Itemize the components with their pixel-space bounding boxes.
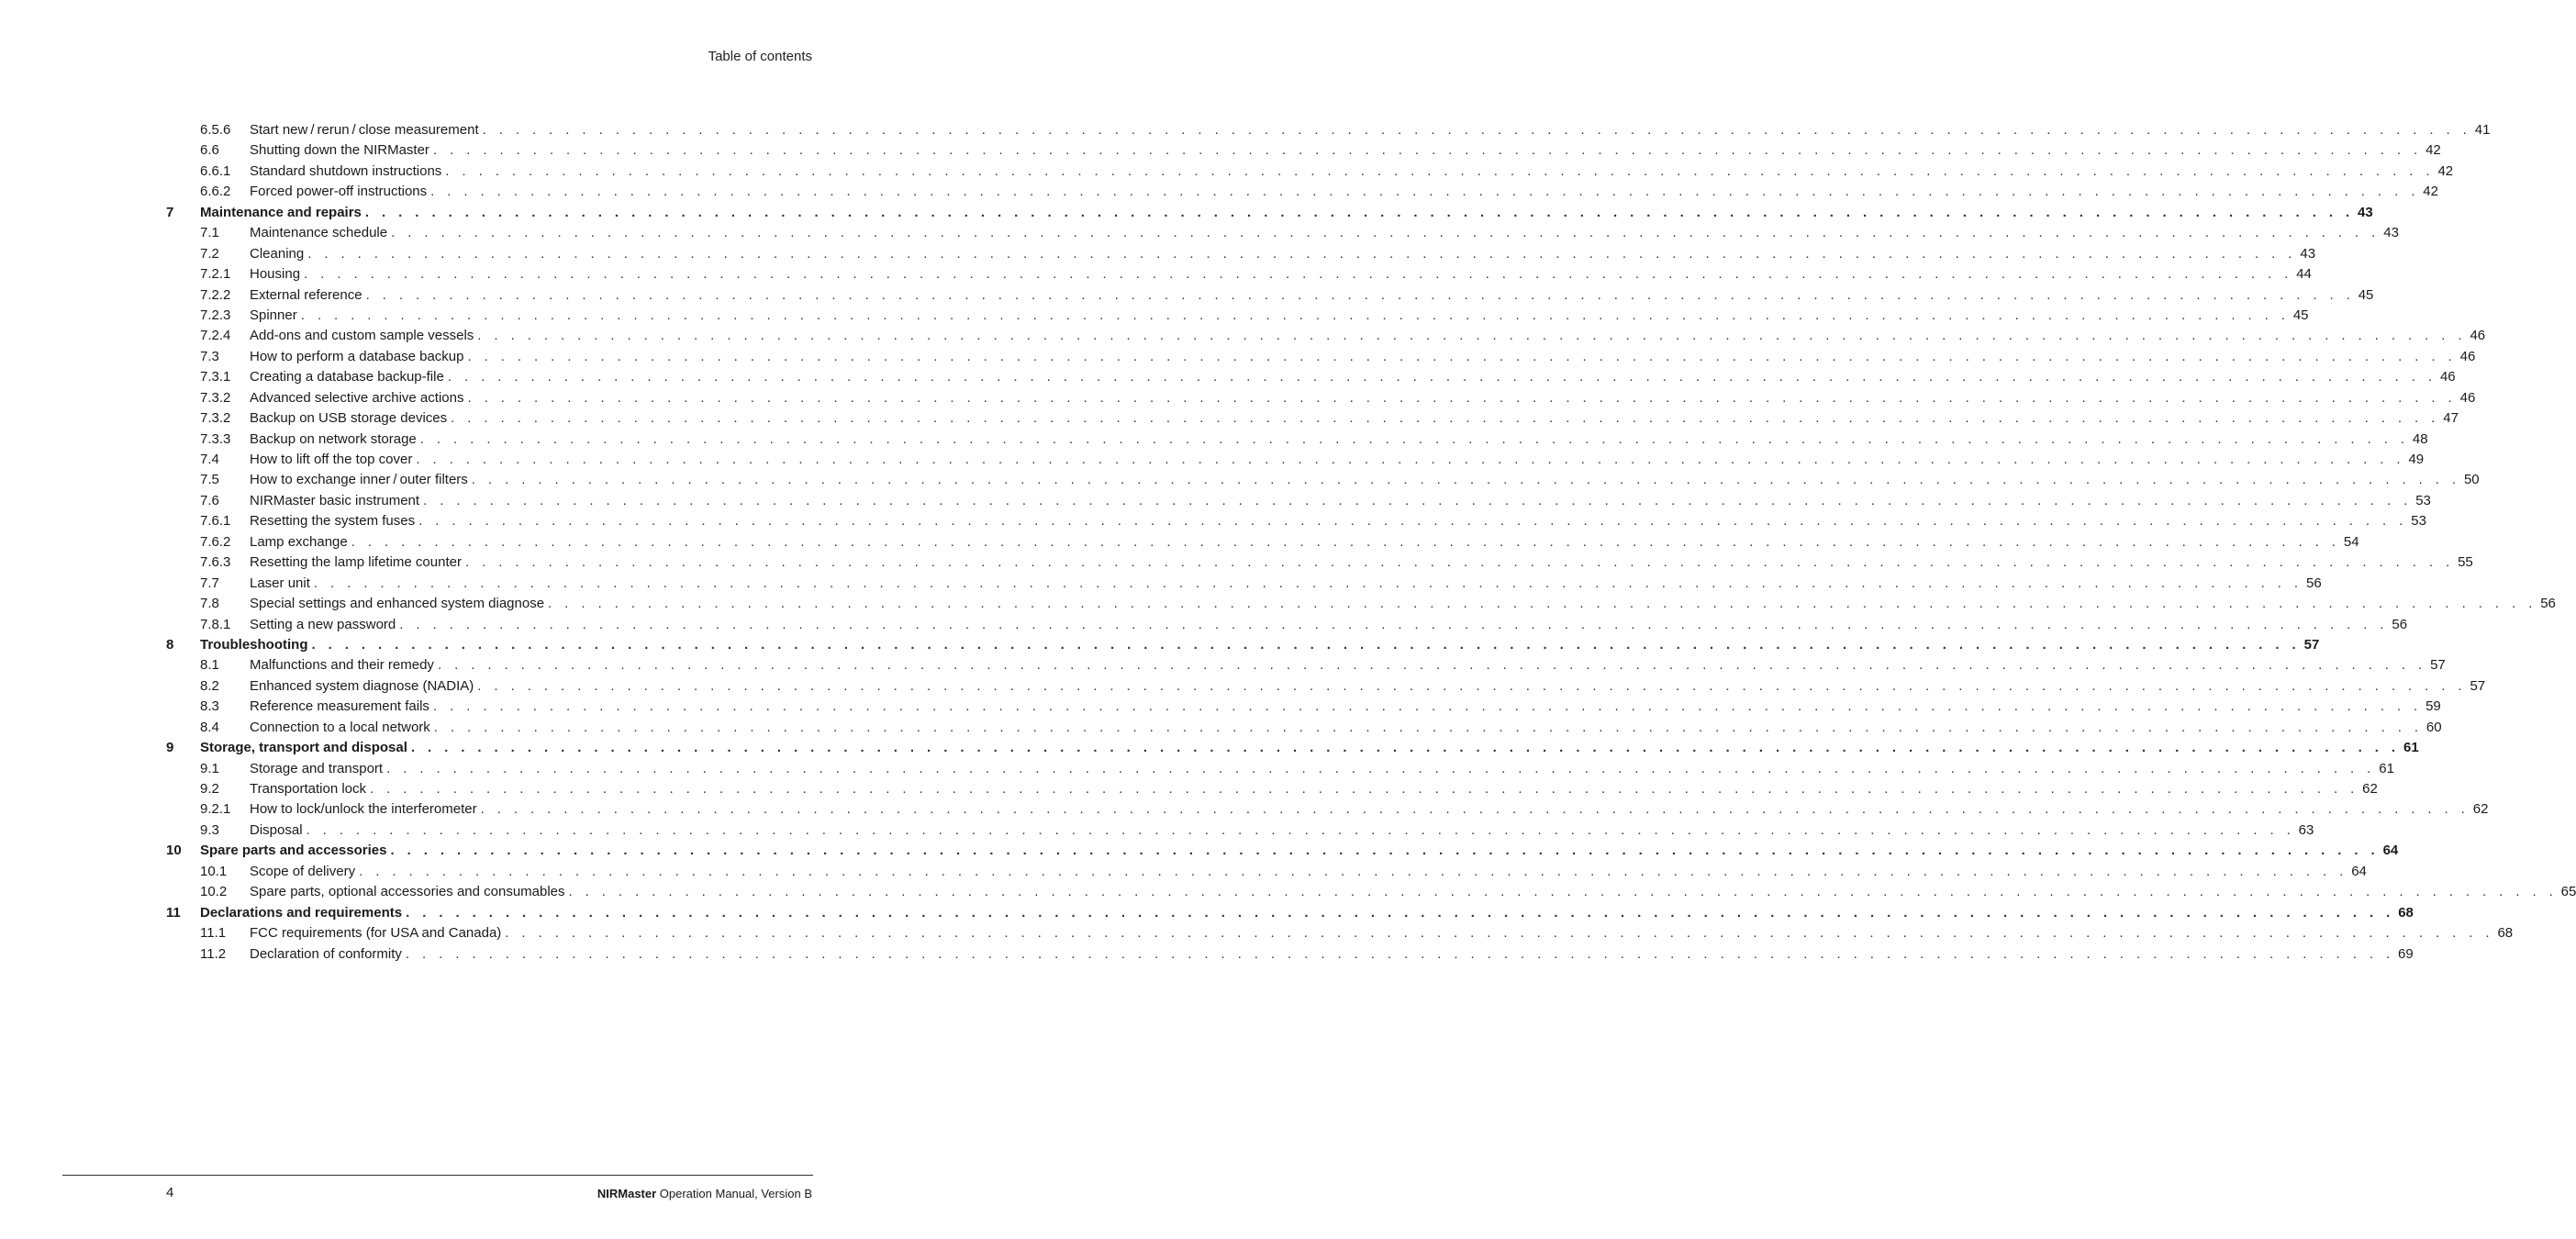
- toc-entry-number: 8.2: [200, 677, 219, 694]
- toc-entry-number: 7.6: [200, 492, 219, 508]
- toc-entry-title: Shutting down the NIRMaster: [250, 140, 433, 161]
- toc-entry-page: 65: [2558, 882, 2576, 902]
- toc-entry-title: FCC requirements (for USA and Canada): [250, 923, 505, 943]
- toc-section-entry[interactable]: [166, 594, 2556, 614]
- toc-entry-title: How to lift off the top cover: [250, 450, 416, 470]
- toc-entry-page: 43: [2354, 203, 2373, 223]
- toc-section-entry[interactable]: [166, 820, 2314, 841]
- toc-entry-page: 59: [2422, 697, 2441, 717]
- toc-dot-leader: . . . . . . . . . . . . . . . . . . . . . . . . . . . . . . . . . . . . . . . . . . . . . . . . . . . . . . . . . . . . . . . . . . . . . . . . . . . . . . . . . . . . . . . . . . . . . . . . . . . . . . . . . . . . . . . . . . . . . . . .: [430, 184, 2420, 200]
- toc-entry-title: Scope of delivery: [250, 862, 359, 882]
- toc-entry-page: 53: [2412, 491, 2431, 511]
- toc-chapter-entry[interactable]: [166, 635, 2320, 655]
- toc-entry-page: 45: [2290, 306, 2309, 326]
- toc-entry-title: Troubleshooting: [200, 635, 312, 655]
- toc-entry-number: 10: [166, 843, 182, 859]
- toc-dot-leader: . . . . . . . . . . . . . . . . . . . . . . . . . . . . . . . . . . . . . . . . . . . . . . . . . . . . . . . . . . . . . . . . . . . . . . . . . . . . . . . . . . . . . . . . . . . . . . . . . . . . . . . . . . . . . . . . . . . . . . . .: [304, 266, 2293, 283]
- toc-entry-line: [250, 470, 2480, 490]
- toc-entry-title: How to lock/unlock the interferometer: [250, 799, 481, 820]
- toc-dot-leader: . . . . . . . . . . . . . . . . . . . . . . . . . . . . . . . . . . . . . . . . . . . . . . . . . . . . . . . . . . . . . . . . . . . . . . . . . . . . . . . . . . . . . . . . . . . . . . . . . . . . . . . . . . . . . . . . . . . . . . . .: [433, 719, 2423, 735]
- toc-section-entry[interactable]: [166, 718, 2442, 738]
- toc-entry-title: Spare parts, optional accessories and consumables: [250, 882, 569, 902]
- toc-entry-title: Maintenance and repairs: [200, 203, 365, 223]
- toc-entry-page: 53: [2407, 511, 2426, 531]
- toc-entry-number: 9.1: [200, 760, 219, 776]
- toc-entry-line: [250, 450, 2425, 470]
- toc-entry-line: [250, 326, 2486, 346]
- toc-entry-number: 7.4: [200, 452, 219, 467]
- toc-entry-number: 8.4: [200, 719, 219, 735]
- toc-entry-title: Laser unit: [250, 574, 314, 594]
- toc-entry-number: 9.2: [200, 781, 219, 797]
- toc-entry-number: 11.2: [200, 945, 227, 962]
- toc-section-entry[interactable]: [166, 882, 2576, 902]
- toc-dot-leader: . . . . . . . . . . . . . . . . . . . . . . . . . . . . . . . . . . . . . . . . . . . . . . . . . . . . . . . . . . . . . . . . . . . . . . . . . . . . . . . . . . . . . . . . . . . . . . . . . . . . . . . . . . . . . . . . . . . . . . . .: [406, 904, 2395, 921]
- toc-entry-page: 46: [2437, 367, 2456, 387]
- toc-entry-line: [250, 820, 2314, 841]
- toc-entry-title: Lamp exchange: [250, 532, 351, 553]
- toc-entry-line: [250, 615, 2408, 635]
- toc-entry-number: 7.6.3: [200, 554, 231, 571]
- toc-entry-number: 6.5.6: [200, 122, 231, 138]
- toc-section-entry[interactable]: [166, 470, 2480, 490]
- toc-dot-leader: . . . . . . . . . . . . . . . . . . . . . . . . . . . . . . . . . . . . . . . . . . . . . . . . . . . . . . . . . . . . . . . . . . . . . . . . . . . . . . . . . . . . . . . . . . . . . . . . . . . . . . . . . . . . . . . . . . . . . . . .: [311, 636, 2301, 653]
- toc-entry-title: Advanced selective archive actions: [250, 388, 467, 408]
- toc-entry-page: 42: [2434, 162, 2453, 182]
- toc-entry-line: [250, 244, 2316, 264]
- toc-entry-page: 47: [2439, 408, 2459, 429]
- toc-entry-number: 7.1: [200, 225, 219, 241]
- toc-section-entry[interactable]: [166, 759, 2394, 779]
- toc-section-entry[interactable]: [166, 532, 2359, 553]
- toc-entry-title: Resetting the lamp lifetime counter: [250, 553, 465, 573]
- toc-entry-line: [250, 408, 2459, 429]
- toc-entry-page: 48: [2409, 430, 2428, 450]
- toc-section-entry[interactable]: [166, 223, 2399, 243]
- toc-entry-number: 7.2.2: [200, 286, 231, 303]
- toc-entry-line: [250, 718, 2442, 738]
- toc-entry-line: [250, 223, 2399, 243]
- toc-entry-number: 11.1: [200, 925, 227, 942]
- toc-entry-line: [250, 594, 2556, 614]
- toc-entry-line: [250, 532, 2359, 553]
- toc-entry-line: [200, 203, 2373, 223]
- toc-dot-leader: . . . . . . . . . . . . . . . . . . . . . . . . . . . . . . . . . . . . . . . . . . . . . . . . . . . . . . . . . . . . . . . . . . . . . . . . . . . . . . . . . . . . . . . . . . . . . . . . . . . . . . . . . . . . . . . . . . . . . . . .: [432, 142, 2423, 159]
- toc-entry-line: [250, 182, 2438, 202]
- toc-entry-title: Standard shutdown instructions: [250, 162, 445, 182]
- toc-dot-leader: . . . . . . . . . . . . . . . . . . . . . . . . . . . . . . . . . . . . . . . . . . . . . . . . . . . . . . . . . . . . . . . . . . . . . . . . . . . . . . . . . . . . . . . . . . . . . . . . . . . . . . . . . . . . . . . . . . . . . . . .: [505, 925, 2494, 942]
- toc-section-entry[interactable]: [166, 655, 2446, 675]
- toc-entry-line: [250, 574, 2322, 594]
- toc-section-entry[interactable]: [166, 697, 2441, 717]
- toc-entry-number: 7.8.1: [200, 616, 231, 632]
- toc-entry-number: 8.3: [200, 698, 219, 715]
- toc-dot-leader: . . . . . . . . . . . . . . . . . . . . . . . . . . . . . . . . . . . . . . . . . . . . . . . . . . . . . . . . . . . . . . . . . . . . . . . . . . . . . . . . . . . . . . . . . . . . . . . . . . . . . . . . . . . . . . . . . . . . . . . .: [418, 513, 2408, 530]
- toc-entry-title: Housing: [250, 264, 304, 285]
- toc-entry-number: 7.6.1: [200, 513, 231, 530]
- toc-entry-title: Storage, transport and disposal: [200, 738, 411, 758]
- toc-dot-leader: . . . . . . . . . . . . . . . . . . . . . . . . . . . . . . . . . . . . . . . . . . . . . . . . . . . . . . . . . . . . . . . . . . . . . . . . . . . . . . . . . . . . . . . . . . . . . . . . . . . . . . . . . . . . . . . . . . . . . . . .: [477, 677, 2467, 694]
- toc-section-entry[interactable]: [166, 615, 2408, 635]
- toc-entry-line: [250, 491, 2431, 511]
- toc-section-entry[interactable]: [166, 574, 2322, 594]
- toc-entry-page: 64: [2347, 862, 2367, 882]
- toc-section-entry[interactable]: [166, 799, 2489, 820]
- toc-section-entry[interactable]: [166, 182, 2438, 202]
- toc-entry-page: 42: [2422, 140, 2441, 161]
- toc-entry-line: [250, 862, 2367, 882]
- toc-entry-page: 68: [2394, 903, 2414, 923]
- toc-entry-number: 8.1: [200, 657, 219, 674]
- toc-entry-number: 9.2.1: [200, 801, 231, 818]
- toc-entry-number: 7.3.1: [200, 369, 231, 385]
- toc-entry-title: Forced power-off instructions: [250, 182, 430, 202]
- toc-dot-leader: . . . . . . . . . . . . . . . . . . . . . . . . . . . . . . . . . . . . . . . . . . . . . . . . . . . . . . . . . . . . . . . . . . . . . . . . . . . . . . . . . . . . . . . . . . . . . . . . . . . . . . . . . . . . . . . . . . . . . . . .: [480, 801, 2470, 818]
- toc-entry-line: [250, 923, 2514, 943]
- toc-entry-page: 50: [2460, 470, 2480, 490]
- toc-entry-title: Maintenance schedule: [250, 223, 391, 243]
- toc-entry-number: 7.2.3: [200, 307, 231, 323]
- toc-entry-page: 45: [2355, 285, 2374, 306]
- toc-dot-leader: . . . . . . . . . . . . . . . . . . . . . . . . . . . . . . . . . . . . . . . . . . . . . . . . . . . . . . . . . . . . . . . . . . . . . . . . . . . . . . . . . . . . . . . . . . . . . . . . . . . . . . . . . . . . . . . . . . . . . . . .: [471, 472, 2460, 488]
- toc-entry-number: 7.2.4: [200, 328, 231, 344]
- toc-entry-line: [200, 635, 2320, 655]
- toc-dot-leader: . . . . . . . . . . . . . . . . . . . . . . . . . . . . . . . . . . . . . . . . . . . . . . . . . . . . . . . . . . . . . . . . . . . . . . . . . . . . . . . . . . . . . . . . . . . . . . . . . . . . . . . . . . . . . . . . . . . . . . . .: [307, 245, 2297, 262]
- toc-entry-line: [200, 841, 2399, 861]
- toc-entry-title: Special settings and enhanced system diagnose: [250, 594, 548, 614]
- toc-dot-leader: . . . . . . . . . . . . . . . . . . . . . . . . . . . . . . . . . . . . . . . . . . . . . . . . . . . . . . . . . . . . . . . . . . . . . . . . . . . . . . . . . . . . . . . . . . . . . . . . . . . . . . . . . . . . . . . . . . . . . . . .: [416, 452, 2405, 467]
- toc-entry-title: Resetting the system fuses: [250, 511, 418, 531]
- toc-entry-title: Disposal: [250, 820, 307, 841]
- toc-dot-leader: . . . . . . . . . . . . . . . . . . . . . . . . . . . . . . . . . . . . . . . . . . . . . . . . . . . . . . . . . . . . . . . . . . . . . . . . . . . . . . . . . . . . . . . . . . . . . . . . . . . . . . . . . . . . . . . . . . . . . . . .: [300, 307, 2290, 323]
- toc-entry-number: 7.6.2: [200, 533, 231, 550]
- toc-section-entry[interactable]: [166, 326, 2486, 346]
- toc-entry-title: Malfunctions and their remedy: [250, 655, 438, 675]
- toc-entry-page: 60: [2423, 718, 2442, 738]
- toc-entry-number: 7: [166, 204, 174, 220]
- toc-entry-number: 8: [166, 636, 174, 653]
- toc-entry-page: 57: [2466, 676, 2485, 697]
- toc-dot-leader: . . . . . . . . . . . . . . . . . . . . . . . . . . . . . . . . . . . . . . . . . . . . . . . . . . . . . . . . . . . . . . . . . . . . . . . . . . . . . . . . . . . . . . . . . . . . . . . . . . . . . . . . . . . . . . . . . . . . . . . .: [477, 328, 2467, 344]
- footer-page-number: 4: [166, 1185, 174, 1200]
- toc-dot-leader: . . . . . . . . . . . . . . . . . . . . . . . . . . . . . . . . . . . . . . . . . . . . . . . . . . . . . . . . . . . . . . . . . . . . . . . . . . . . . . . . . . . . . . . . . . . . . . . . . . . . . . . . . . . . . . . . . . . . . . . .: [359, 863, 2348, 879]
- toc-entry-line: [250, 511, 2426, 531]
- toc-entry-title: Add-ons and custom sample vessels: [250, 326, 477, 346]
- toc-entry-title: Spinner: [250, 306, 301, 326]
- toc-entry-title: Declarations and requirements: [200, 903, 406, 923]
- toc-section-entry[interactable]: [166, 923, 2514, 943]
- toc-entry-page: 62: [2470, 799, 2489, 820]
- toc-entry-line: [250, 655, 2446, 675]
- footer-document-title: [597, 1187, 812, 1200]
- footer-divider: [62, 1175, 813, 1176]
- toc-entry-line: [250, 285, 2374, 306]
- toc-section-entry[interactable]: [166, 676, 2486, 697]
- toc-entry-page: 43: [2380, 223, 2399, 243]
- toc-entry-title: Declaration of conformity: [250, 944, 406, 965]
- toc-entry-line: [250, 264, 2312, 285]
- toc-entry-line: [250, 140, 2441, 161]
- toc-entry-line: [250, 367, 2456, 387]
- toc-entry-page: 46: [2457, 388, 2476, 408]
- toc-entry-line: [200, 903, 2414, 923]
- toc-entry-page: 68: [2493, 923, 2513, 943]
- toc-dot-leader: . . . . . . . . . . . . . . . . . . . . . . . . . . . . . . . . . . . . . . . . . . . . . . . . . . . . . . . . . . . . . . . . . . . . . . . . . . . . . . . . . . . . . . . . . . . . . . . . . . . . . . . . . . . . . . . . . . . . . . . .: [451, 410, 2440, 427]
- toc-dot-leader: . . . . . . . . . . . . . . . . . . . . . . . . . . . . . . . . . . . . . . . . . . . . . . . . . . . . . . . . . . . . . . . . . . . . . . . . . . . . . . . . . . . . . . . . . . . . . . . . . . . . . . . . . . . . . . . . . . . . . . . .: [423, 492, 2413, 508]
- toc-entry-number: 10.1: [200, 863, 228, 879]
- toc-entry-page: 69: [2394, 944, 2414, 965]
- toc-dot-leader: . . . . . . . . . . . . . . . . . . . . . . . . . . . . . . . . . . . . . . . . . . . . . . . . . . . . . . . . . . . . . . . . . . . . . . . . . . . . . . . . . . . . . . . . . . . . . . . . . . . . . . . . . . . . . . . . . . . . . . . .: [464, 554, 2455, 571]
- toc-entry-title: Spare parts and accessories: [200, 841, 390, 861]
- toc-chapter-entry[interactable]: [166, 738, 2419, 758]
- toc-entry-title: How to perform a database backup: [250, 347, 467, 367]
- toc-dot-leader: . . . . . . . . . . . . . . . . . . . . . . . . . . . . . . . . . . . . . . . . . . . . . . . . . . . . . . . . . . . . . . . . . . . . . . . . . . . . . . . . . . . . . . . . . . . . . . . . . . . . . . . . . . . . . . . . . . . . . . . .: [445, 162, 2435, 179]
- toc-section-entry[interactable]: [166, 120, 2491, 140]
- toc-section-entry[interactable]: [166, 779, 2378, 799]
- toc-section-entry[interactable]: [166, 388, 2476, 408]
- toc-entry-page: 64: [2380, 841, 2399, 861]
- toc-entry-title: Setting a new password: [250, 615, 399, 635]
- footer-doc-title: Operation Manual, Version B: [656, 1187, 812, 1200]
- toc-entry-number: 7.2.1: [200, 266, 231, 283]
- toc-entry-number: 6.6.1: [200, 162, 231, 179]
- toc-entry-page: 57: [2301, 635, 2320, 655]
- toc-chapter-entry[interactable]: [166, 903, 2414, 923]
- toc-section-entry[interactable]: [166, 367, 2456, 387]
- toc-entry-line: [250, 162, 2454, 182]
- toc-section-entry[interactable]: [166, 285, 2374, 306]
- toc-dot-leader: . . . . . . . . . . . . . . . . . . . . . . . . . . . . . . . . . . . . . . . . . . . . . . . . . . . . . . . . . . . . . . . . . . . . . . . . . . . . . . . . . . . . . . . . . . . . . . . . . . . . . . . . . . . . . . . . . . . . . . . .: [399, 616, 2389, 632]
- toc-entry-number: 7.3.3: [200, 430, 231, 447]
- toc-entry-title: Backup on network storage: [250, 430, 420, 450]
- toc-section-entry[interactable]: [166, 264, 2312, 285]
- toc-entry-page: 61: [2400, 738, 2419, 758]
- toc-section-entry[interactable]: [166, 162, 2454, 182]
- toc-entry-line: [250, 799, 2489, 820]
- toc-entry-number: 7.3: [200, 348, 219, 364]
- toc-dot-leader: . . . . . . . . . . . . . . . . . . . . . . . . . . . . . . . . . . . . . . . . . . . . . . . . . . . . . . . . . . . . . . . . . . . . . . . . . . . . . . . . . . . . . . . . . . . . . . . . . . . . . . . . . . . . . . . . . . . . . . . .: [467, 348, 2457, 364]
- toc-entry-page: 43: [2296, 244, 2315, 264]
- toc-entry-line: [250, 388, 2476, 408]
- toc-entry-line: [250, 944, 2414, 965]
- toc-entry-page: 46: [2466, 326, 2485, 346]
- toc-dot-leader: . . . . . . . . . . . . . . . . . . . . . . . . . . . . . . . . . . . . . . . . . . . . . . . . . . . . . . . . . . . . . . . . . . . . . . . . . . . . . . . . . . . . . . . . . . . . . . . . . . . . . . . . . . . . . . . . . . . . . . . .: [390, 843, 2380, 859]
- toc-section-entry[interactable]: [166, 553, 2473, 573]
- toc-entry-page: 46: [2457, 347, 2476, 367]
- toc-entry-number: 9.3: [200, 821, 219, 838]
- toc-entry-page: 49: [2404, 450, 2424, 470]
- toc-entry-number: 9: [166, 740, 174, 756]
- toc-entry-title: Storage and transport: [250, 759, 386, 779]
- toc-entry-number: 7.3.2: [200, 410, 231, 427]
- toc-entry-title: Reference measurement fails: [250, 697, 433, 717]
- toc-section-entry[interactable]: [166, 450, 2425, 470]
- toc-dot-leader: . . . . . . . . . . . . . . . . . . . . . . . . . . . . . . . . . . . . . . . . . . . . . . . . . . . . . . . . . . . . . . . . . . . . . . . . . . . . . . . . . . . . . . . . . . . . . . . . . . . . . . . . . . . . . . . . . . . . . . . .: [370, 781, 2359, 797]
- toc-entry-number: 7.3.2: [200, 389, 231, 406]
- toc-entry-number: 10.2: [200, 884, 228, 900]
- toc-dot-leader: . . . . . . . . . . . . . . . . . . . . . . . . . . . . . . . . . . . . . . . . . . . . . . . . . . . . . . . . . . . . . . . . . . . . . . . . . . . . . . . . . . . . . . . . . . . . . . . . . . . . . . . . . . . . . . . . . . . . . . . .: [568, 884, 2558, 900]
- table-of-contents: [166, 120, 2576, 965]
- toc-entry-number: 7.5: [200, 472, 219, 488]
- toc-entry-line: [250, 676, 2486, 697]
- toc-entry-page: 56: [2537, 594, 2556, 614]
- toc-entry-title: Transportation lock: [250, 779, 370, 799]
- toc-entry-page: 57: [2426, 655, 2446, 675]
- running-header-title: Table of contents: [708, 49, 812, 64]
- toc-dot-leader: . . . . . . . . . . . . . . . . . . . . . . . . . . . . . . . . . . . . . . . . . . . . . . . . . . . . . . . . . . . . . . . . . . . . . . . . . . . . . . . . . . . . . . . . . . . . . . . . . . . . . . . . . . . . . . . . . . . . . . . .: [447, 369, 2437, 385]
- toc-dot-leader: . . . . . . . . . . . . . . . . . . . . . . . . . . . . . . . . . . . . . . . . . . . . . . . . . . . . . . . . . . . . . . . . . . . . . . . . . . . . . . . . . . . . . . . . . . . . . . . . . . . . . . . . . . . . . . . . . . . . . . . .: [365, 286, 2355, 303]
- footer-product-name: NIRMaster: [597, 1187, 657, 1200]
- toc-entry-number: 7.2: [200, 245, 219, 262]
- toc-dot-leader: . . . . . . . . . . . . . . . . . . . . . . . . . . . . . . . . . . . . . . . . . . . . . . . . . . . . . . . . . . . . . . . . . . . . . . . . . . . . . . . . . . . . . . . . . . . . . . . . . . . . . . . . . . . . . . . . . . . . . . . .: [405, 945, 2395, 962]
- toc-entry-page: 61: [2375, 759, 2394, 779]
- toc-dot-leader: . . . . . . . . . . . . . . . . . . . . . . . . . . . . . . . . . . . . . . . . . . . . . . . . . . . . . . . . . . . . . . . . . . . . . . . . . . . . . . . . . . . . . . . . . . . . . . . . . . . . . . . . . . . . . . . . . . . . . . . .: [467, 389, 2457, 406]
- toc-entry-title: Start new / rerun / close measurement: [250, 120, 483, 140]
- toc-entry-title: Backup on USB storage devices: [250, 408, 451, 429]
- toc-section-entry[interactable]: [166, 140, 2441, 161]
- toc-chapter-entry[interactable]: [166, 203, 2373, 223]
- toc-entry-page: 41: [2471, 120, 2491, 140]
- toc-entry-number: 6.6: [200, 142, 219, 159]
- toc-section-entry[interactable]: [166, 862, 2367, 882]
- toc-entry-line: [250, 779, 2378, 799]
- toc-entry-page: 44: [2292, 264, 2312, 285]
- toc-dot-leader: . . . . . . . . . . . . . . . . . . . . . . . . . . . . . . . . . . . . . . . . . . . . . . . . . . . . . . . . . . . . . . . . . . . . . . . . . . . . . . . . . . . . . . . . . . . . . . . . . . . . . . . . . . . . . . . . . . . . . . . .: [432, 698, 2423, 715]
- toc-dot-leader: . . . . . . . . . . . . . . . . . . . . . . . . . . . . . . . . . . . . . . . . . . . . . . . . . . . . . . . . . . . . . . . . . . . . . . . . . . . . . . . . . . . . . . . . . . . . . . . . . . . . . . . . . . . . . . . . . . . . . . . .: [351, 533, 2340, 550]
- toc-entry-page: 62: [2359, 779, 2378, 799]
- toc-entry-line: [250, 306, 2309, 326]
- toc-entry-line: [250, 347, 2476, 367]
- toc-dot-leader: . . . . . . . . . . . . . . . . . . . . . . . . . . . . . . . . . . . . . . . . . . . . . . . . . . . . . . . . . . . . . . . . . . . . . . . . . . . . . . . . . . . . . . . . . . . . . . . . . . . . . . . . . . . . . . . . . . . . . . . .: [482, 122, 2471, 138]
- toc-chapter-entry[interactable]: [166, 841, 2399, 861]
- toc-section-entry[interactable]: [166, 491, 2431, 511]
- toc-entry-line: [250, 697, 2441, 717]
- toc-entry-line: [250, 430, 2428, 450]
- toc-entry-page: 63: [2295, 820, 2314, 841]
- toc-section-entry[interactable]: [166, 430, 2428, 450]
- toc-dot-leader: . . . . . . . . . . . . . . . . . . . . . . . . . . . . . . . . . . . . . . . . . . . . . . . . . . . . . . . . . . . . . . . . . . . . . . . . . . . . . . . . . . . . . . . . . . . . . . . . . . . . . . . . . . . . . . . . . . . . . . . .: [548, 596, 2537, 612]
- toc-section-entry[interactable]: [166, 511, 2426, 531]
- toc-section-entry[interactable]: [166, 944, 2414, 965]
- toc-entry-page: 56: [2303, 574, 2322, 594]
- toc-entry-line: [250, 120, 2491, 140]
- toc-entry-title: How to exchange inner / outer filters: [250, 470, 472, 490]
- toc-entry-number: 7.8: [200, 596, 219, 612]
- toc-dot-leader: . . . . . . . . . . . . . . . . . . . . . . . . . . . . . . . . . . . . . . . . . . . . . . . . . . . . . . . . . . . . . . . . . . . . . . . . . . . . . . . . . . . . . . . . . . . . . . . . . . . . . . . . . . . . . . . . . . . . . . . .: [386, 760, 2376, 776]
- toc-section-entry[interactable]: [166, 408, 2459, 429]
- toc-dot-leader: . . . . . . . . . . . . . . . . . . . . . . . . . . . . . . . . . . . . . . . . . . . . . . . . . . . . . . . . . . . . . . . . . . . . . . . . . . . . . . . . . . . . . . . . . . . . . . . . . . . . . . . . . . . . . . . . . . . . . . . .: [313, 575, 2303, 591]
- toc-entry-number: 11: [166, 904, 181, 921]
- toc-entry-number: 6.6.2: [200, 184, 231, 200]
- toc-entry-line: [250, 553, 2473, 573]
- toc-entry-title: Cleaning: [250, 244, 307, 264]
- toc-entry-title: Enhanced system diagnose (NADIA): [250, 676, 477, 697]
- toc-entry-page: 42: [2419, 182, 2438, 202]
- toc-entry-title: NIRMaster basic instrument: [250, 491, 423, 511]
- toc-dot-leader: . . . . . . . . . . . . . . . . . . . . . . . . . . . . . . . . . . . . . . . . . . . . . . . . . . . . . . . . . . . . . . . . . . . . . . . . . . . . . . . . . . . . . . . . . . . . . . . . . . . . . . . . . . . . . . . . . . . . . . . .: [410, 740, 2401, 756]
- toc-entry-title: Connection to a local network: [250, 718, 434, 738]
- toc-entry-title: External reference: [250, 285, 366, 306]
- toc-dot-leader: . . . . . . . . . . . . . . . . . . . . . . . . . . . . . . . . . . . . . . . . . . . . . . . . . . . . . . . . . . . . . . . . . . . . . . . . . . . . . . . . . . . . . . . . . . . . . . . . . . . . . . . . . . . . . . . . . . . . . . . .: [419, 430, 2409, 447]
- toc-entry-page: 54: [2340, 532, 2359, 553]
- toc-entry-page: 55: [2454, 553, 2473, 573]
- toc-dot-leader: . . . . . . . . . . . . . . . . . . . . . . . . . . . . . . . . . . . . . . . . . . . . . . . . . . . . . . . . . . . . . . . . . . . . . . . . . . . . . . . . . . . . . . . . . . . . . . . . . . . . . . . . . . . . . . . . . . . . . . . .: [391, 225, 2381, 241]
- toc-entry-page: 56: [2388, 615, 2407, 635]
- toc-section-entry[interactable]: [166, 347, 2476, 367]
- toc-entry-line: [200, 738, 2419, 758]
- toc-entry-title: Creating a database backup-file: [250, 367, 448, 387]
- toc-section-entry[interactable]: [166, 244, 2316, 264]
- toc-entry-line: [250, 759, 2394, 779]
- toc-entry-line: [250, 882, 2576, 902]
- toc-dot-leader: . . . . . . . . . . . . . . . . . . . . . . . . . . . . . . . . . . . . . . . . . . . . . . . . . . . . . . . . . . . . . . . . . . . . . . . . . . . . . . . . . . . . . . . . . . . . . . . . . . . . . . . . . . . . . . . . . . . . . . . .: [364, 204, 2355, 220]
- toc-section-entry[interactable]: [166, 306, 2309, 326]
- toc-dot-leader: . . . . . . . . . . . . . . . . . . . . . . . . . . . . . . . . . . . . . . . . . . . . . . . . . . . . . . . . . . . . . . . . . . . . . . . . . . . . . . . . . . . . . . . . . . . . . . . . . . . . . . . . . . . . . . . . . . . . . . . .: [437, 657, 2427, 674]
- toc-dot-leader: . . . . . . . . . . . . . . . . . . . . . . . . . . . . . . . . . . . . . . . . . . . . . . . . . . . . . . . . . . . . . . . . . . . . . . . . . . . . . . . . . . . . . . . . . . . . . . . . . . . . . . . . . . . . . . . . . . . . . . . .: [306, 821, 2295, 838]
- toc-entry-number: 7.7: [200, 575, 219, 591]
